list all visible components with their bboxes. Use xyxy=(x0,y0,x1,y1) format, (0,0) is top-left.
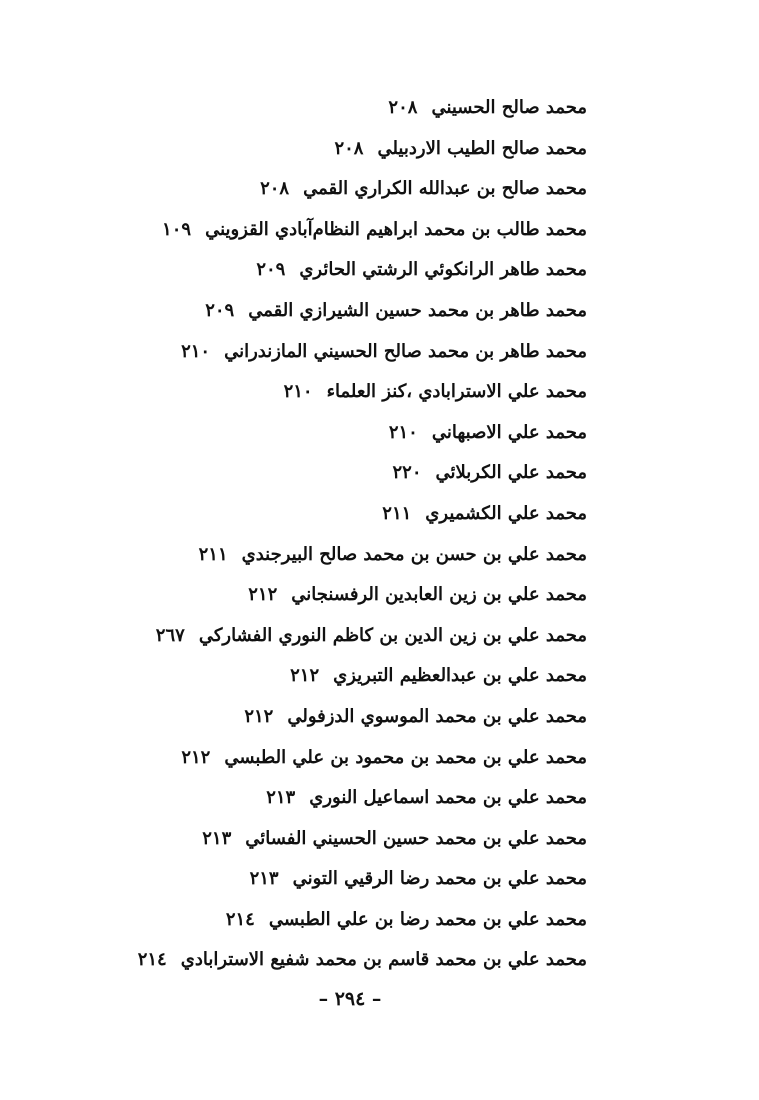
index-entry xyxy=(27,210,587,251)
entry-name: محمد علي الكشميري xyxy=(425,502,587,524)
index-entry xyxy=(27,332,587,373)
entry-page: ١٠٩ xyxy=(162,218,192,240)
entry-page: ٢١٤ xyxy=(137,949,167,971)
entry-page: ٢١٢ xyxy=(290,665,320,687)
entry-page: ٢١٢ xyxy=(244,705,274,727)
index-entry xyxy=(27,616,587,657)
entry-page: ٢١٢ xyxy=(181,746,211,768)
entry-page: ٢١١ xyxy=(198,543,228,565)
entry-page: ٢٢٠ xyxy=(392,462,422,484)
entry-name: محمد طاهر بن محمد حسين الشيرازي القمي xyxy=(248,299,587,321)
entry-name: محمد صالح الطيب الاردبيلي xyxy=(377,137,587,159)
index-list xyxy=(27,88,587,981)
index-entry xyxy=(27,250,587,291)
entry-name: محمد علي بن زين الدين بن كاظم النوري الفشاركي xyxy=(198,624,587,646)
entry-page: ٢١٣ xyxy=(249,868,279,890)
index-entry xyxy=(27,778,587,819)
page-number: – ٢٩٤ – xyxy=(318,988,382,1010)
index-entry xyxy=(27,697,587,738)
index-entry xyxy=(27,940,587,981)
entry-page: ٢٠٨ xyxy=(260,178,290,200)
entry-name: محمد صالح الحسيني xyxy=(431,97,587,118)
entry-page: ٢١٠ xyxy=(181,340,211,362)
entry-name: محمد علي الاسترابادي ،كنز العلماء xyxy=(326,381,587,403)
entry-page: ٢٠٩ xyxy=(256,259,286,281)
index-entry xyxy=(27,656,587,697)
entry-name: محمد علي الكربلائي xyxy=(435,462,587,484)
entry-page: ٢١٠ xyxy=(283,381,313,403)
entry-name: محمد صالح بن عبدالله الكراري القمي xyxy=(303,178,587,200)
entry-page: ٢١٣ xyxy=(202,827,232,849)
entry-page: ٢١٣ xyxy=(266,787,296,809)
index-entry xyxy=(27,453,587,494)
entry-name: محمد طالب بن محمد ابراهيم النظام‌آبادي القزويني xyxy=(205,218,587,240)
entry-name: محمد علي بن زين العابدين الرفسنجاني xyxy=(291,584,587,606)
index-entry xyxy=(27,413,587,454)
entry-name: محمد طاهر بن محمد صالح الحسيني المازندراني xyxy=(224,340,587,362)
entry-page: ٢٦٧ xyxy=(155,624,185,646)
entry-name: محمد علي بن محمد رضا بن علي الطبسي xyxy=(268,908,587,930)
entry-page: ٢٠٨ xyxy=(334,137,364,159)
index-entry xyxy=(27,372,587,413)
index-entry xyxy=(27,291,587,332)
entry-name: محمد علي بن محمد قاسم بن محمد شفيع الاسترابادي xyxy=(180,949,587,971)
entry-name: محمد علي بن عبدالعظيم التبريزي xyxy=(333,665,587,687)
index-entry xyxy=(27,129,587,170)
index-entry xyxy=(27,535,587,576)
index-entry xyxy=(27,819,587,860)
index-entry xyxy=(27,88,587,129)
entry-name: محمد طاهر الرانكوئي الرشتي الحائري xyxy=(299,259,587,281)
entry-name: محمد علي الاصبهاني xyxy=(431,421,587,443)
entry-name: محمد علي بن محمد حسين الحسيني الفسائي xyxy=(245,827,587,849)
index-entry xyxy=(27,900,587,941)
entry-name: محمد علي بن محمد رضا الرقيي التوني xyxy=(292,868,587,890)
index-entry xyxy=(27,575,587,616)
index-entry xyxy=(27,169,587,210)
entry-name: محمد علي بن محمد بن محمود بن علي الطبسي xyxy=(224,746,587,768)
entry-name: محمد علي بن محمد الموسوي الدزفولي xyxy=(287,705,587,727)
index-entry xyxy=(27,494,587,535)
entry-name: محمد علي بن محمد اسماعيل النوري xyxy=(309,787,587,809)
entry-page: ٢٠٩ xyxy=(205,299,235,321)
entry-page: ٢١١ xyxy=(382,502,412,524)
entry-page: ٢٠٨ xyxy=(388,97,418,118)
entry-page: ٢١٠ xyxy=(388,421,418,443)
index-entry xyxy=(27,738,587,779)
index-entry xyxy=(27,859,587,900)
entry-page: ٢١٤ xyxy=(225,908,255,930)
entry-page: ٢١٢ xyxy=(248,584,278,606)
entry-name: محمد علي بن حسن بن محمد صالح البيرجندي xyxy=(241,543,587,565)
